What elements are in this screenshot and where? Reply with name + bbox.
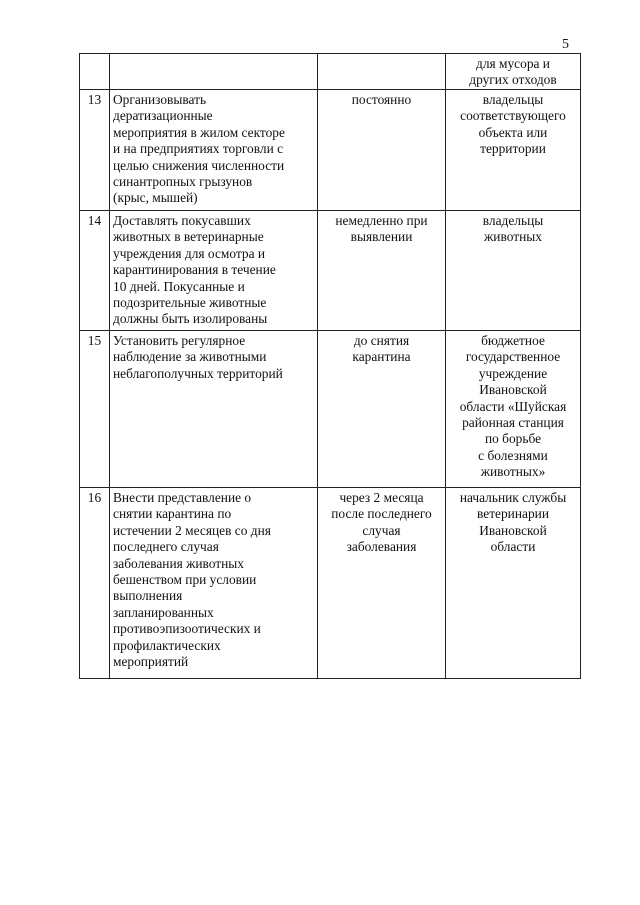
task-line: Внести представление о <box>113 490 252 505</box>
responsible-line: владельцы <box>482 92 544 107</box>
task-line: снятии карантина по <box>113 506 232 522</box>
task-line: должны быть изолированы <box>113 311 268 327</box>
deadline-line: до снятия <box>353 333 410 348</box>
task-line: дератизационные <box>113 108 213 124</box>
measures-table <box>79 53 581 679</box>
task-line: неблагополучных территорий <box>113 365 283 381</box>
responsible-line: учреждение <box>478 365 548 381</box>
deadline-cell <box>318 211 446 331</box>
task-line: мероприятий <box>113 654 189 670</box>
responsible-line: Ивановской <box>479 382 547 398</box>
row-number-cell: 14 <box>80 211 110 331</box>
task-line: запланированных <box>113 604 214 620</box>
row-number-cell <box>80 54 110 90</box>
responsible-cell <box>446 331 581 488</box>
deadline-line: заболевания <box>346 539 417 555</box>
table-row-continued <box>80 54 581 90</box>
responsible-line: районная станция <box>462 415 564 431</box>
responsible-line: территории <box>480 141 546 157</box>
table-row <box>80 90 581 211</box>
deadline-cell <box>318 488 446 679</box>
task-line: Установить регулярное <box>113 333 246 348</box>
task-line: профилактических <box>113 637 221 653</box>
responsible-line: по борьбе <box>484 431 542 447</box>
row-number-cell: 16 <box>80 488 110 679</box>
task-line: истечении 2 месяцев со дня <box>113 522 271 538</box>
responsible-line: области «Шуйская <box>459 398 567 414</box>
task-line: мероприятия в жилом секторе <box>113 124 285 140</box>
deadline-line: немедленно при <box>335 213 428 228</box>
responsible-line: с болезнями <box>478 447 548 463</box>
task-line: учреждения для осмотра и <box>113 245 266 261</box>
deadline-line: через 2 месяца <box>339 490 424 505</box>
responsible-line: владельцы <box>482 213 544 228</box>
task-line: бешенством при условии <box>113 572 257 588</box>
deadline-line: постоянно <box>351 92 412 107</box>
table-row <box>80 211 581 331</box>
task-line: (крыс, мышей) <box>113 190 198 206</box>
task-line: противоэпизоотических и <box>113 621 261 637</box>
responsible-line: для мусора и <box>476 56 550 71</box>
task-cell <box>110 90 318 211</box>
task-line: Организовывать <box>113 92 207 107</box>
responsible-line: животных <box>484 229 542 245</box>
page-number: 5 <box>562 37 569 52</box>
deadline-line: карантина <box>352 349 411 365</box>
deadline-line: после последнего <box>331 506 432 522</box>
responsible-line: Ивановской <box>479 522 547 538</box>
responsible-line: объекта или <box>478 124 548 140</box>
task-line: подозрительные животные <box>113 295 267 311</box>
row-number-cell: 15 <box>80 331 110 488</box>
task-line: последнего случая <box>113 539 219 555</box>
deadline-cell <box>318 54 446 90</box>
row-number-cell: 13 <box>80 90 110 211</box>
task-line: и на предприятиях торговли с <box>113 141 284 157</box>
responsible-line: других отходов <box>469 72 557 88</box>
responsible-cell <box>446 54 581 90</box>
deadline-line: случая <box>362 522 401 538</box>
responsible-line: области <box>490 539 536 555</box>
task-line: карантинирования в течение <box>113 262 276 278</box>
responsible-line: соответствующего <box>460 108 566 124</box>
task-cell <box>110 331 318 488</box>
deadline-cell <box>318 331 446 488</box>
task-line: 10 дней. Покусанные и <box>113 278 245 294</box>
task-line: Доставлять покусавших <box>113 213 251 228</box>
task-line: наблюдение за животными <box>113 349 267 365</box>
responsible-line: бюджетное <box>481 333 545 348</box>
deadline-cell <box>318 90 446 211</box>
responsible-line: начальник службы <box>459 490 567 505</box>
deadline-line: выявлении <box>350 229 413 245</box>
responsible-line: ветеринарии <box>477 506 549 522</box>
responsible-line: государственное <box>465 349 561 365</box>
task-line: синантропных грызунов <box>113 174 253 190</box>
task-cell <box>110 488 318 679</box>
responsible-cell <box>446 211 581 331</box>
task-line: животных в ветеринарные <box>113 229 264 245</box>
responsible-line: животных» <box>480 464 546 480</box>
table-row <box>80 488 581 679</box>
responsible-cell <box>446 488 581 679</box>
task-cell <box>110 211 318 331</box>
task-line: выполнения <box>113 588 183 604</box>
task-cell <box>110 54 318 90</box>
task-line: заболевания животных <box>113 555 244 571</box>
task-line: целью снижения численности <box>113 157 285 173</box>
table-row <box>80 331 581 488</box>
responsible-cell <box>446 90 581 211</box>
